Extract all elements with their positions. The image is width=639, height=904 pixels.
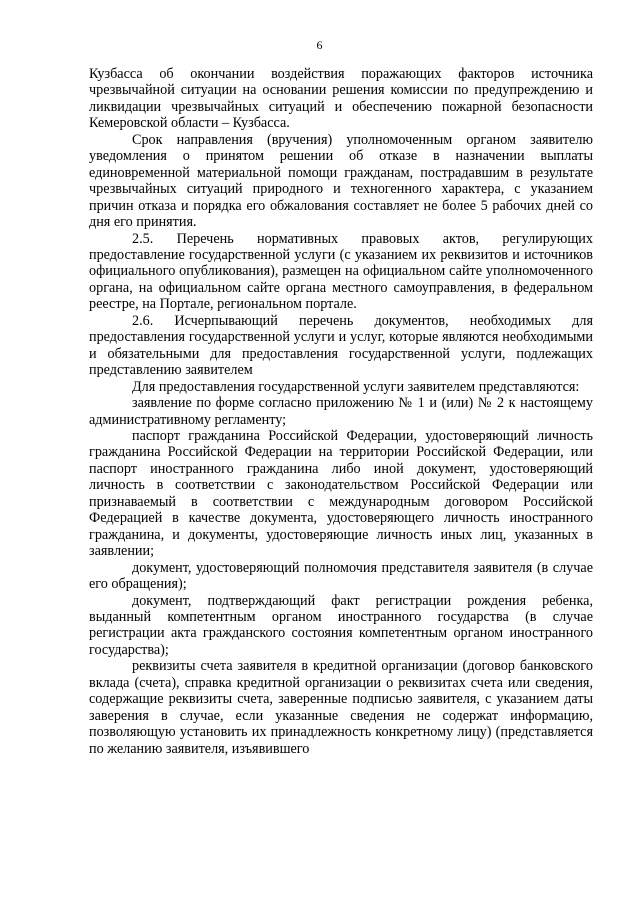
- list-item-representative: документ, удостоверяющий полномочия представителя заявителя (в случае его обращения);: [89, 559, 593, 593]
- paragraph-documents-intro: Для предоставления государственной услуги заявителем представляются:: [132, 378, 580, 395]
- page-number: 6: [316, 38, 323, 52]
- list-item-birth-registration: документ, подтверждающий факт регистрации рождения ребенка, выданный компетентным органом иностранного государства (в случае регистрации акта гражданского состояния компетентным органом иностранного государства);: [89, 592, 593, 658]
- list-item-bank-details: реквизиты счета заявителя в кредитной организации (договор банковского вклада (счета), справка кредитной организации о реквизитах счета или сведения, содержащие реквизиты счета, заверенные подписью заявителя, с указанием даты заверения в случае, если указанные сведения не содержат информацию, позволяющую установить их принадлежность конкретному лицу) (представляется по желанию заявителя, изъявившего: [89, 658, 593, 757]
- document-body: [89, 66, 593, 757]
- list-item-application: заявление по форме согласно приложению № 1 и (или) № 2 к настоящему административному регламенту;: [89, 395, 593, 428]
- list-item-passport: паспорт гражданина Российской Федерации, удостоверяющий личность гражданина Российской Федерации на территории Российской Федерации, или паспорт иностранного гражданина либо иной документ, удостоверяющий личность в соответствии с законодательством Российской Федерации или признаваемый в соответствии с международным договором Российской Федерацией в качестве документа, удостоверяющего личность иностранного гражданина, и документы, удостоверяющие личность иных лиц, указанных в заявлении;: [89, 427, 593, 560]
- paragraph-refusal-deadline: Срок направления (вручения) уполномоченным органом заявителю уведомления о принятом решении об отказе в назначении выплаты единовременной материальной помощи гражданам, пострадавшим в результате чрезвычайных ситуаций природного и техногенного характера, с указанием причин отказа и порядка его обжалования составляет не более 5 рабочих дней со дня его принятия.: [89, 131, 593, 231]
- paragraph-2-5: 2.5. Перечень нормативных правовых актов, регулирующих предоставление государственной услуги (с указанием их реквизитов и источников официального опубликования), размещен на официальном сайте уполномоченного органа, на официальном сайте органа местного самоуправления, в федеральном реестре, на Портале, региональном портале.: [89, 230, 593, 313]
- paragraph-continuation: Кузбасса об окончании воздействия поражающих факторов источника чрезвычайной ситуации на основании решения комиссии по предупреждению и ликвидации чрезвычайных ситуаций и обеспечению пожарной безопасности Кемеровской области – Кузбасса.: [89, 66, 593, 132]
- paragraph-2-6: 2.6. Исчерпывающий перечень документов, необходимых для предоставления государственной услуги и услуг, которые являются необходимыми и обязательными для предоставления государственной услуги, подлежащих представлению заявителем: [89, 312, 593, 379]
